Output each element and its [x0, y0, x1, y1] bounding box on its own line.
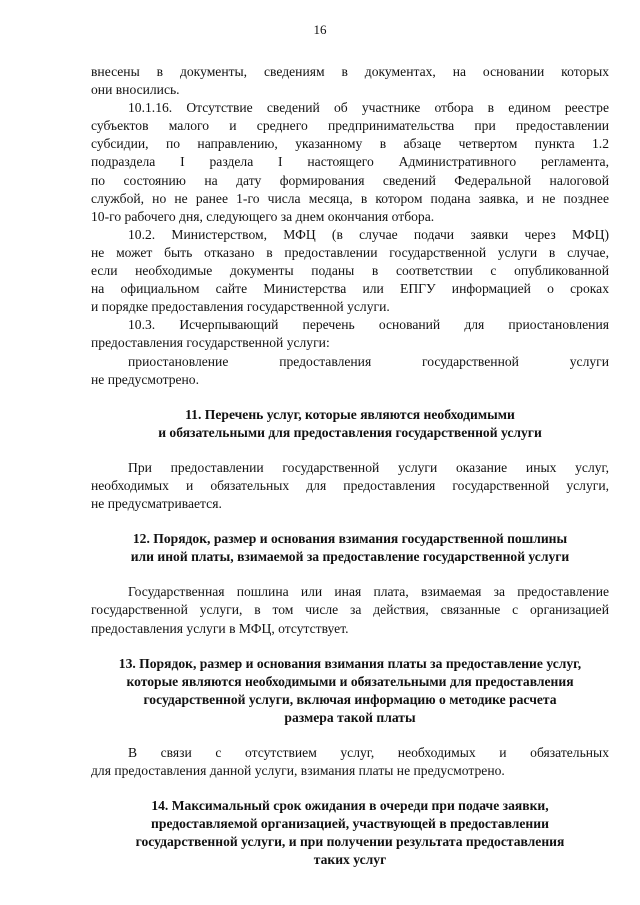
heading-line: размера такой платы — [284, 709, 416, 725]
section-heading — [91, 797, 609, 869]
heading-line: государственной услуги, включая информацию о методике расчета — [143, 691, 557, 707]
paragraph-line: субъектов малого и среднего предпринимательства при предоставлении — [91, 118, 609, 134]
paragraph-line: они вносились. — [91, 82, 180, 98]
heading-line: 12. Порядок, размер и основания взимания государственной пошлины — [132, 531, 568, 547]
paragraph-line: если необходимые документы поданы в соответствии с опубликованной — [91, 263, 609, 279]
section-spacer — [91, 389, 609, 406]
paragraph-line: по состоянию на дату формирования сведений Федеральной налоговой — [91, 172, 609, 188]
section-spacer — [91, 442, 609, 459]
paragraph — [91, 99, 609, 226]
paragraph — [91, 226, 609, 316]
heading-line: таких услуг — [313, 852, 387, 868]
paragraph-line: внесены в документы, сведениям в документах, на основании которых — [91, 64, 609, 79]
paragraph-line: для предоставления данной услуги, взимания платы не предусмотрено. — [91, 763, 505, 779]
paragraph-line: субсидии, по направлению, указанному в абзаце четвертом пункта 1.2 — [91, 136, 609, 152]
paragraph — [91, 459, 609, 513]
paragraph — [91, 583, 609, 637]
paragraph-line: 10.1.16. Отсутствие сведений об участнике отбора в едином реестре — [128, 100, 609, 116]
section-spacer — [91, 780, 609, 797]
section-heading — [91, 530, 609, 566]
paragraph — [91, 744, 609, 780]
paragraph-line: службой, но не ранее 1-го числа месяца, в котором подана заявка, и не позднее — [91, 190, 609, 206]
section-heading — [91, 655, 609, 727]
paragraph-line: предоставления государственной услуги: — [91, 335, 330, 351]
paragraph-line: государственной услуги, в том числе за действия, связанные с организацией — [91, 602, 609, 618]
paragraph-line: 10.2. Министерством, МФЦ (в случае подачи заявки через МФЦ) — [128, 226, 609, 242]
heading-line: государственной услуги, и при получении результата предоставления — [135, 834, 565, 850]
paragraph-line: не предусмотрено. — [91, 371, 200, 387]
paragraph-line: 10.3. Исчерпывающий перечень оснований для приостановления — [128, 317, 609, 333]
heading-line: предоставляемой организацией, участвующей в предоставлении — [151, 816, 549, 832]
heading-line: и обязательными для предоставления государственной услуги — [158, 424, 542, 440]
section-spacer — [91, 727, 609, 744]
paragraph-line: не предусматривается. — [91, 496, 222, 512]
heading-line: 13. Порядок, размер и основания взимания платы за предоставление услуг, — [118, 655, 582, 671]
paragraph-line: необходимых и обязательных для предоставления государственной услуги, — [91, 477, 609, 493]
paragraph-line: и порядке предоставления государственной услуги. — [91, 299, 390, 315]
paragraph-line: на официальном сайте Министерства или ЕПГУ информацией о сроках — [91, 281, 609, 297]
document-body — [91, 63, 609, 870]
heading-line: или иной платы, взимаемой за предоставление государственной услуги — [130, 549, 570, 565]
section-heading — [91, 406, 609, 442]
paragraph-line: Государственная пошлина или иная плата, взимаемая за предоставление — [128, 584, 609, 600]
section-spacer — [91, 566, 609, 583]
page-number: 16 — [313, 22, 327, 37]
heading-line: 11. Перечень услуг, которые являются необходимыми — [185, 406, 515, 422]
paragraph — [91, 316, 609, 352]
paragraph — [91, 353, 609, 389]
paragraph-line: При предоставлении государственной услуги оказание иных услуг, — [128, 459, 609, 475]
paragraph-line: В связи с отсутствием услуг, необходимых и обязательных — [128, 745, 609, 760]
heading-line: которые являются необходимыми и обязательными для предоставления — [126, 673, 574, 689]
paragraph-line: 10-го рабочего дня, следующего за днем окончания отбора. — [91, 208, 435, 224]
section-spacer — [91, 513, 609, 530]
paragraph-line: не может быть отказано в предоставлении государственной услуги в случае, — [91, 244, 609, 260]
paragraph-line: подраздела I раздела I настоящего Административного регламента, — [91, 154, 609, 170]
paragraph — [91, 63, 609, 99]
section-spacer — [91, 638, 609, 655]
paragraph-line: предоставления услуги в МФЦ, отсутствует. — [91, 620, 349, 636]
paragraph-line: приостановление предоставления государственной услуги — [128, 353, 609, 369]
heading-line: 14. Максимальный срок ожидания в очереди при подаче заявки, — [151, 798, 549, 814]
